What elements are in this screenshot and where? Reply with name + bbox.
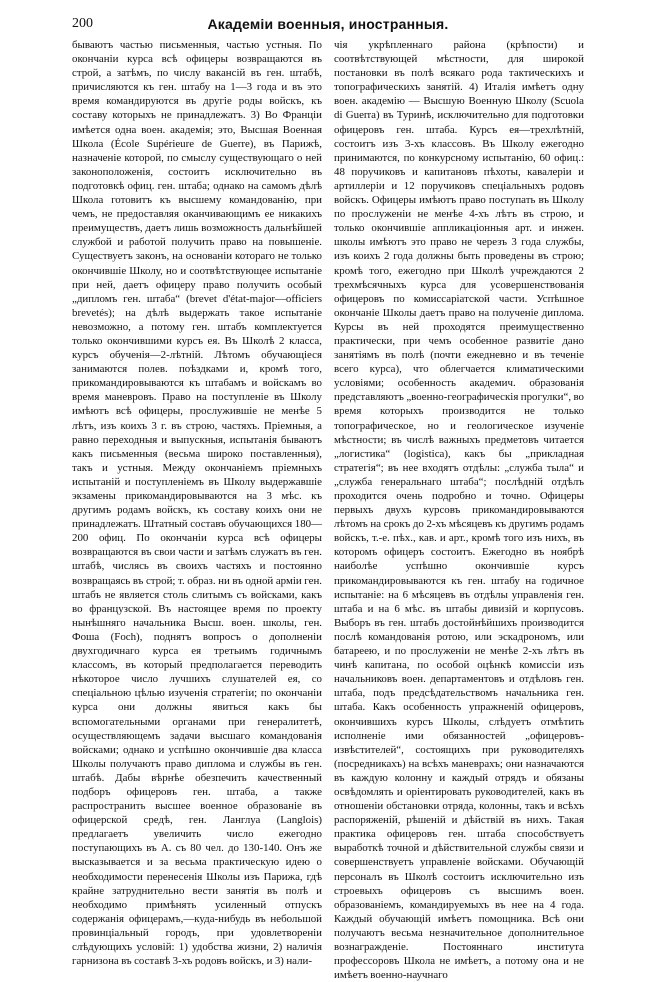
- right-column: [334, 38, 584, 982]
- right-column-text: чія укрѣпленнаго района (крѣпости) и соотвѣтствующей мѣстности, для широкой постановки въ полѣ всякаго рода тактическихъ и топографическихъ занятій. 4) Италія имѣетъ одну воен. академію — Высшую Военную Школу (Scuola di Guerra) въ Туринѣ, исключительно для подготовки офицеровъ ген. штаба. Курсъ ея—трехлѣтній, состоитъ изъ 3-хъ классовъ. Въ Школу ежегодно принимаются, по конкурсному испытанію, 60 офиц.: 48 поручиковъ и капитановъ пѣхоты, кавалеріи и артиллеріи и 12 поручиковъ спеціальныхъ родовъ войскъ. Офицеры имѣютъ право поступать въ Школу по прослуженіи не менѣе 4-хъ лѣтъ въ строю, и только окончившіе аппликаціонныя арт. и инжен. школы имѣютъ это право не черезъ 3 года службы, изъ коихъ 2 года должны быть проведены въ строю; кромѣ того, ежегодно при Школѣ учреждаются 2 трехмѣсячныхъ курса для усовершенствованія офицеровъ по комиссаріатской части. Успѣшное окончаніе Школы даетъ право на полученіе диплома. Курсы въ ней проходятся преимущественно практически, при чемъ особенное развитіе дано занятіямъ въ полѣ (почти ежедневно и въ теченіе всего курса), что облегчается климатическими условіями; особенность академич. образованія представляютъ „военно-географическія прогулки“, во время которыхъ производится не только топографическое, но и геологическое изученіе мѣстности; въ числѣ важныхъ предметовъ читается „логистика“ (logistica), какъ бы „прикладная стратегія“; въ нее входятъ отдѣлы: „служба тыла“ и „служба генеральнаго штаба“; послѣдній отдѣлъ проходится очень подробно и точно. Офицеры первыхъ двухъ курсовъ прикомандировываются лѣтомъ на срокъ до 2-хъ мѣсяцевъ къ другимъ родамъ войскъ, т.-е. пѣх., кав. и арт., кромѣ того изъ нихъ, въ которомъ офицеръ состоитъ. Ежегодно въ ноябрѣ наиболѣе успѣшно окончившіе курсъ прикомандировываются къ ген. штабу на годичное испытаніе: на 6 мѣсяцевъ въ отдѣлы управленія ген. штаба и на 6 мѣс. въ штабы дивизій и корпусовъ. Выборъ въ ген. штабъ достойнѣйшихъ производится послѣ командованія ротою, или эскадрономъ, или батареею, и по прослуженіи не менѣе 2-хъ лѣтъ въ чинѣ капитана, по особой оцѣнкѣ комиссіи изъ начальниковъ воен. департаментовъ и отдѣловъ ген. штаба, подъ предсѣдательствомъ начальника ген. штаба. Какъ особенность упражненій офицеровъ, окончившихъ курсъ Школы, слѣдуетъ отмѣтить исполненіе ими обязанностей „офицеровъ-извѣстителей“, состоящихъ при руководителяхъ (посредникахъ) на всѣхъ маневрахъ; они назначаются въ каждую колонну и каждый отрядъ и обязаны освѣдомлять и оріентировать руководителей, какъ въ отношеніи обстановки отряда, колонны, такъ и всѣхъ распоряженій, рѣшеній и дѣйствій въ нихъ. Такая практика офицеровъ ген. штаба способствуетъ выработкѣ точной и дѣйствительной службы связи и совершенствуетъ управленіе войсками. Обучающій персоналъ въ Школѣ состоитъ исключительно изъ строевыхъ офицеровъ съ высшимъ воен. образованіемъ, командируемыхъ въ нее на 4 года. Каждый обучающій имѣетъ помощника. Всѣ они получаютъ весьма незначительное дополнительное вознагражденіе. Постояннаго института профессоровъ Школа не имѣетъ, а потому она и не имѣетъ военно-научнаго: [334, 39, 584, 982]
- left-column-text: бываютъ частью письменныя, частью устныя. По окончаніи курса всѣ офицеры возвращаются въ строй, а затѣмъ, по числу вакансій въ ген. штабѣ, причисляются къ ген. штабу на 1—3 года и въ это время командируются въ другіе роды войскъ, къ составу которыхъ не принадлежатъ. 3) Во Франціи имѣется одна воен. академія; это, Высшая Военная Школа (École Supérieure de Guerre), въ Парижѣ, назначеніе которой, по смыслу существующаго о ней законоположенія, состоитъ исключительно въ подготовкѣ офиц. ген. штаба; однако на самомъ дѣлѣ Школа готовитъ къ высшему командованію, при чемъ, не предоставляя оканчивающимъ ее никакихъ преимуществъ, даетъ лишь возможность дальнѣйшей службой и работой получить право на повышеніе. Существуетъ законъ, на основаніи котораго не только окончившіе Школу, но и соотвѣтствующее испытаніе при ней, даетъ офицеру право получить особый „дипломъ ген. штаба“ (brevet d'état-major—officiers brevetés); на дѣлѣ выдержать такое испытаніе невозможно, а потому ген. штабъ комплектуется только окончившими курсъ ея. Въ Школѣ 2 класса, курсъ обученія—2-лѣтній. Лѣтомъ обучающіеся занимаются полев. поѣздками и, кромѣ того, прикомандировываются къ штабамъ и войскамъ во время маневровъ. Право на поступленіе въ Школу имѣютъ всѣ офицеры, прослужившіе не менѣе 5 лѣтъ, изъ коихъ 3 г. въ строю, частяхъ. Пріемныя, а равно переходныя и выпускныя, испытанія бываютъ какъ письменныя (весьма широко поставленныя), такъ и устныя. Между окончаніемъ пріемныхъ испытаній и поступленіемъ въ Школу выдержавшіе экзамены прикомандировываются на 3 мѣс. къ другимъ родамъ войскъ, къ составу коихъ они не принадлежатъ. Штатный составъ обучающихся 180—200 офиц. По окончаніи курса всѣ офицеры возвращаются въ свои части и затѣмъ служатъ въ ген. штабѣ, числясь въ своихъ частяхъ и постоянно возвращаясь въ строй; т. образ. ни въ одной арміи ген. штабъ не является столь слитымъ съ войсками, какъ во французской. Въ настоящее время по проекту нынѣшняго начальника Высш. воен. школы, ген. Фоша (Foch), поднятъ вопросъ о дополненіи двухгодичнаго курса ея третьимъ годичнымъ классомъ, въ который предполагается переводить нѣкоторое число лучшихъ слушателей ея, со спеціальною цѣлью изученія стратегіи; по окончаніи курса они должны явиться какъ бы вспомогательными органами при генералитетѣ, осуществляющемъ задачи высшаго командованія войсками; однако и успѣшно окончившіе два класса Школы получаютъ право диплома и службы въ ген. штабѣ. Дабы вѣрнѣе обезпечить качественный подборъ офицеровъ ген. штаба, а также распространить высшее военное образованіе въ офицерской средѣ, ген. Ланглуа (Langlois) предлагаетъ увеличить число ежегодно поступающихъ въ А. съ 80 чел. до 130-140. Онъ же высказывается и за весьма практическую идею о необходимости перенесенія Школы изъ Парижа, гдѣ крайне затруднительно вести занятія въ полѣ и необходимо примѣнять усиленный отпускъ содержанія офицерамъ,—куда-нибудь въ небольшой провинціальный городъ, при удовлетвореніи слѣдующихъ условій: 1) удобства жизни, 2) наличія гарнизона въ составѣ 3-хъ родовъ войскъ, и 3) нали-: [72, 39, 322, 968]
- text-columns: [72, 38, 584, 982]
- left-column: [72, 38, 322, 968]
- page-number: 200: [72, 16, 93, 31]
- page-header: [72, 16, 584, 36]
- running-title: Академіи военныя, иностранныя.: [207, 16, 449, 32]
